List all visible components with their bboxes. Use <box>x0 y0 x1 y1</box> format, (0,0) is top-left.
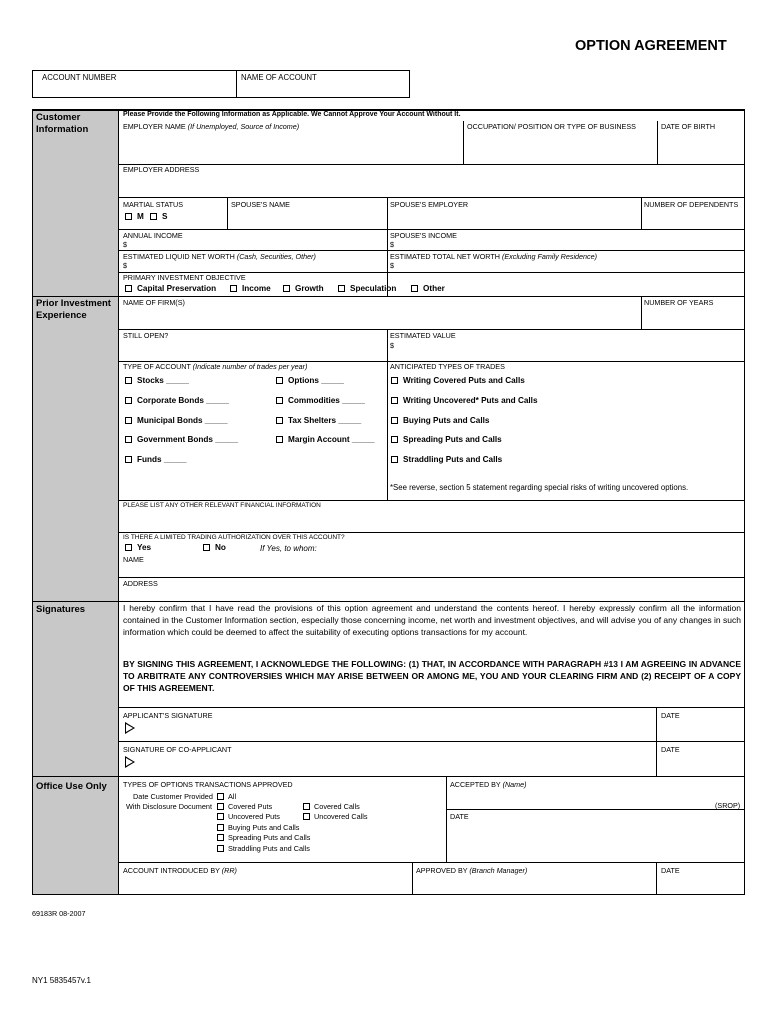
annual-income-label: ANNUAL INCOME <box>123 231 183 240</box>
dollar-sign: $ <box>123 240 127 249</box>
type-funds-checkbox[interactable]: Funds _____ <box>125 455 187 464</box>
office-covered-calls-checkbox[interactable]: Covered Calls <box>303 802 360 811</box>
account-name-label: NAME OF ACCOUNT <box>241 73 317 82</box>
marital-m-checkbox[interactable]: M <box>125 212 144 221</box>
office-spreading-checkbox[interactable]: Spreading Puts and Calls <box>217 833 310 842</box>
applicant-date-label: DATE <box>661 711 680 720</box>
disclosure-line1: Date Customer Provided <box>133 792 213 801</box>
dollar-sign: $ <box>390 240 394 249</box>
type-government-checkbox[interactable]: Government Bonds _____ <box>125 435 238 444</box>
confirm-paragraph: I hereby confirm that I have read the provisions of this option agreement and understand the contents hereof. I hereby expressly confirm all the information contained in the Customer Information section, especially those concerning income, net worth and investment objectives, and will advise you of any changes in such information which could be deemed to affect the suitability of executing options transactions for my account. <box>123 603 741 637</box>
marital-s-checkbox[interactable]: S <box>150 212 167 221</box>
address-label: ADDRESS <box>123 579 158 588</box>
name-label: NAME <box>123 555 144 564</box>
office-buying-checkbox[interactable]: Buying Puts and Calls <box>217 823 299 832</box>
uncovered-note: *See reverse, section 5 statement regarding special risks of writing uncovered options. <box>390 483 689 492</box>
anticipated-label: ANTICIPATED TYPES OF TRADES <box>390 362 505 371</box>
types-approved-label: TYPES OF OPTIONS TRANSACTIONS APPROVED <box>123 780 293 789</box>
approved-date-label: DATE <box>661 866 680 875</box>
account-type-label: TYPE OF ACCOUNT (Indicate number of trades per year) <box>123 362 308 371</box>
spouse-income-label: SPOUSE'S INCOME <box>390 231 457 240</box>
trade-spreading-checkbox[interactable]: Spreading Puts and Calls <box>391 435 502 444</box>
sign-here-icon <box>125 722 135 734</box>
objective-income-checkbox[interactable]: Income <box>230 284 271 293</box>
total-net-worth-label: ESTIMATED TOTAL NET WORTH (Excluding Family Residence) <box>390 252 598 261</box>
office-date-label: DATE <box>450 812 469 821</box>
account-number-label: ACCOUNT NUMBER <box>42 73 117 82</box>
type-stocks-checkbox[interactable]: Stocks _____ <box>125 376 189 385</box>
office-covered-puts-checkbox[interactable]: Covered Puts <box>217 802 272 811</box>
years-label: NUMBER OF YEARS <box>644 298 714 307</box>
srop-label: (SROP) <box>715 801 741 810</box>
objective-capital-checkbox[interactable]: Capital Preservation <box>125 284 216 293</box>
introduced-by-label: ACCOUNT INTRODUCED BY (RR) <box>123 866 237 875</box>
section-office: Office Use Only <box>36 781 107 792</box>
office-uncovered-calls-checkbox[interactable]: Uncovered Calls <box>303 812 368 821</box>
instruction-text: Please Provide the Following Information as Applicable. We Cannot Approve Your Account Without It. <box>123 111 461 118</box>
form-number: 69183R 08-2007 <box>32 909 86 918</box>
trade-straddling-checkbox[interactable]: Straddling Puts and Calls <box>391 455 502 464</box>
objective-label: PRIMARY INVESTMENT OBJECTIVE <box>123 273 246 282</box>
est-value-label: ESTIMATED VALUE <box>390 331 456 340</box>
objective-speculation-checkbox[interactable]: Speculation <box>338 284 396 293</box>
co-applicant-label: SIGNATURE OF CO-APPLICANT <box>123 745 232 754</box>
other-info-label: PLEASE LIST ANY OTHER RELEVANT FINANCIAL INFORMATION <box>123 502 321 509</box>
marital-label: MARTIAL STATUS <box>123 200 184 209</box>
type-municipal-checkbox[interactable]: Municipal Bonds _____ <box>125 416 228 425</box>
firms-label: NAME OF FIRM(S) <box>123 298 185 307</box>
objective-other-checkbox[interactable]: Other <box>411 284 445 293</box>
dependents-label: NUMBER OF DEPENDENTS <box>644 200 739 209</box>
employer-name-label: EMPLOYER NAME (If Unemployed, Source of Income) <box>123 122 300 131</box>
spouse-employer-label: SPOUSE'S EMPLOYER <box>390 200 469 209</box>
accepted-by-label: ACCEPTED BY (Name) <box>450 780 527 789</box>
office-uncovered-puts-checkbox[interactable]: Uncovered Puts <box>217 812 280 821</box>
approved-by-label: APPROVED BY (Branch Manager) <box>416 866 528 875</box>
type-margin-checkbox[interactable]: Margin Account _____ <box>276 435 375 444</box>
limited-auth-label: IS THERE A LIMITED TRADING AUTHORIZATION OVER THIS ACCOUNT? <box>123 534 345 541</box>
limited-yes-checkbox[interactable]: Yes <box>125 543 151 552</box>
doc-number: NY1 5835457v.1 <box>32 976 92 985</box>
trade-buying-checkbox[interactable]: Buying Puts and Calls <box>391 416 489 425</box>
employer-address-label: EMPLOYER ADDRESS <box>123 165 200 174</box>
type-corporate-checkbox[interactable]: Corporate Bonds _____ <box>125 396 229 405</box>
disclosure-line2: With Disclosure Document <box>126 802 212 811</box>
section-customer: Customer Information <box>36 112 89 135</box>
dob-label: DATE OF BIRTH <box>661 122 716 131</box>
office-all-checkbox[interactable]: All <box>217 792 236 801</box>
dollar-sign: $ <box>123 261 127 270</box>
sign-here-icon <box>125 756 135 768</box>
liquid-net-worth-label: ESTIMATED LIQUID NET WORTH (Cash, Securities, Other) <box>123 252 316 261</box>
dollar-sign: $ <box>390 261 394 270</box>
if-yes-label: If Yes, to whom: <box>260 544 317 553</box>
type-tax-shelters-checkbox[interactable]: Tax Shelters _____ <box>276 416 361 425</box>
dollar-sign: $ <box>390 341 394 350</box>
section-signatures: Signatures <box>36 604 86 615</box>
type-commodities-checkbox[interactable]: Commodities _____ <box>276 396 365 405</box>
occupation-label: OCCUPATION/ POSITION OR TYPE OF BUSINESS <box>467 122 636 131</box>
section-prior: Prior Investment Experience <box>36 298 111 321</box>
page-title: OPTION AGREEMENT <box>575 38 727 54</box>
office-straddling-checkbox[interactable]: Straddling Puts and Calls <box>217 844 310 853</box>
trade-uncovered-checkbox[interactable]: Writing Uncovered* Puts and Calls <box>391 396 538 405</box>
still-open-label: STILL OPEN? <box>123 331 169 340</box>
spouse-name-label: SPOUSE'S NAME <box>231 200 290 209</box>
applicant-signature-label: APPLICANT'S SIGNATURE <box>123 711 213 720</box>
acknowledge-paragraph: BY SIGNING THIS AGREEMENT, I ACKNOWLEDGE THE FOLLOWING: (1) THAT, IN ACCORDANCE WITH PARAGRAPH #13 I AM AGREEING IN ADVANCE TO ARBITRATE ANY CONTROVERSIES WHICH MAY ARISE BETWEEN OR AMONG ME, YOU AND YOUR CLEARING FIRM AND (2) RECEIPT OF A COPY OF THIS AGREEMENT. <box>123 659 741 693</box>
limited-no-checkbox[interactable]: No <box>203 543 226 552</box>
co-applicant-date-label: DATE <box>661 745 680 754</box>
objective-growth-checkbox[interactable]: Growth <box>283 284 324 293</box>
trade-covered-checkbox[interactable]: Writing Covered Puts and Calls <box>391 376 525 385</box>
type-options-checkbox[interactable]: Options _____ <box>276 376 344 385</box>
